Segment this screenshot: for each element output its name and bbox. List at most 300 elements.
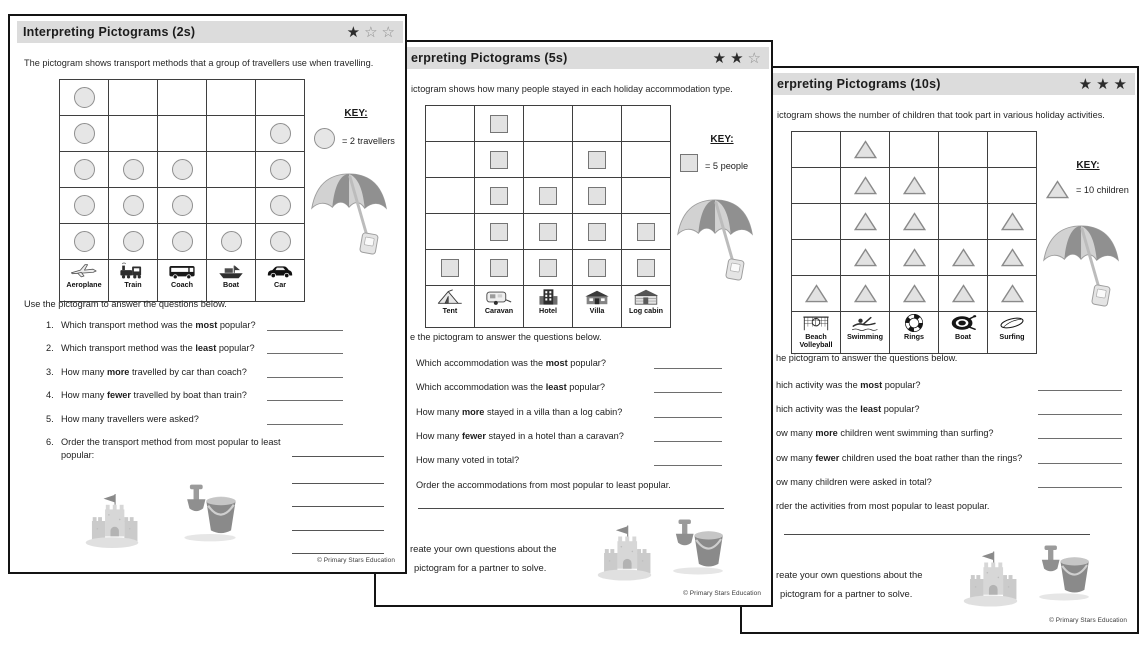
question-number: 5. [46, 414, 54, 424]
rings-icon [899, 314, 929, 332]
question-text-bold: more [461, 407, 485, 417]
circle-symbol-icon [123, 195, 144, 216]
answer-line [1038, 486, 1122, 488]
beach-umbrella-icon [303, 171, 397, 265]
square-symbol-icon [539, 187, 557, 205]
pictogram-cell [939, 168, 988, 204]
key-text: = 10 children [1076, 184, 1129, 195]
pictogram-cell [60, 152, 109, 188]
title-bar [749, 73, 1135, 95]
question-text-part: stayed in a villa than a log cabin? [484, 407, 623, 417]
question-text-part: Which transport method was the [61, 343, 196, 353]
question-text-part: popular? [217, 320, 256, 330]
category-label: Surfing [999, 332, 1025, 341]
category-label: Villa [589, 306, 605, 315]
create-own-text: reate your own questions about the [776, 569, 923, 580]
question [776, 379, 921, 392]
triangle-symbol-icon [854, 248, 877, 267]
copyright-footer: © Primary Stars Education [317, 557, 395, 564]
question-text [416, 358, 606, 368]
square-symbol-icon [539, 223, 557, 241]
pictogram-cell [256, 80, 305, 116]
question-text-bold: most [195, 320, 218, 330]
pictogram-cell [573, 178, 622, 214]
answer-line [1038, 462, 1122, 464]
category-label: Aeroplane [66, 280, 102, 289]
category-cell [426, 286, 475, 328]
category-cell [573, 286, 622, 328]
pictogram-cell [256, 116, 305, 152]
triangle-symbol-icon [952, 284, 975, 303]
answer-line [1038, 389, 1122, 391]
copyright-footer: © Primary Stars Education [1049, 617, 1127, 624]
pictogram-cell [622, 214, 671, 250]
question-text [61, 343, 255, 353]
question-text-part: How many [61, 367, 107, 377]
page-title: erpreting Pictograms (10s) [777, 77, 941, 91]
order-answer-line [418, 507, 724, 509]
pictogram-cell [109, 152, 158, 188]
question-number: 3. [46, 367, 54, 377]
pictogram-cell [158, 80, 207, 116]
question-text-part: hich activity was the [776, 404, 861, 414]
pictogram-cell [622, 178, 671, 214]
pictogram-cell [841, 240, 890, 276]
pictogram-cell [622, 106, 671, 142]
question-text-bold: more [106, 367, 130, 377]
question-text-part: Order the transport method from most popular to least popular: [61, 437, 281, 461]
question-text-part: stayed in a hotel than a caravan? [485, 431, 624, 441]
question-text-part: Order the accommodations from most popular to least popular. [416, 480, 671, 490]
triangle-symbol-icon [854, 176, 877, 195]
square-symbol-icon [588, 223, 606, 241]
question [776, 427, 994, 440]
question-text [61, 414, 199, 424]
question-number: 4. [46, 390, 54, 400]
triangle-symbol-icon [903, 284, 926, 303]
question-text-part: popular? [216, 343, 255, 353]
villa-icon [582, 288, 612, 306]
circle-symbol-icon [172, 231, 193, 252]
category-cell [524, 286, 573, 328]
star-filled-icon: ★ [346, 22, 361, 41]
sandcastle-icon [85, 486, 139, 556]
copyright-footer: © Primary Stars Education [683, 590, 761, 597]
order-answer-line [292, 505, 384, 507]
question-text [61, 436, 313, 463]
question [416, 381, 605, 394]
question [416, 430, 624, 443]
star-empty-icon: ☆ [747, 48, 761, 67]
question [46, 342, 255, 355]
category-cell [207, 260, 256, 302]
answer-line [267, 329, 343, 331]
pictogram-cell [60, 224, 109, 260]
instruction-text: Use the pictogram to answer the questions below. [24, 299, 227, 309]
circle-symbol-icon [123, 231, 144, 252]
worksheet-page [8, 14, 407, 574]
pictogram-cell [841, 276, 890, 312]
question-text-bold: fewer [106, 390, 131, 400]
question-text [61, 367, 247, 377]
category-label: Car [274, 280, 286, 289]
create-own-text: pictogram for a partner to solve. [780, 588, 913, 599]
pictogram-table [425, 105, 671, 328]
answer-line [654, 367, 722, 369]
pictogram-cell [207, 224, 256, 260]
category-label: Log cabin [629, 306, 663, 315]
aeroplane-icon [69, 262, 99, 280]
pictogram-cell [109, 188, 158, 224]
pictogram-cell [524, 106, 573, 142]
train-icon [118, 262, 148, 280]
question-text-part: ow many children were asked in total? [776, 477, 932, 487]
pictogram-cell [109, 80, 158, 116]
question-text-part: How many [416, 431, 462, 441]
key-text: = 5 people [705, 160, 749, 171]
triangle-symbol-icon [903, 176, 926, 195]
category-label: Boat [223, 280, 239, 289]
pictogram-cell [939, 276, 988, 312]
key-row [306, 128, 406, 154]
hotel-icon [533, 288, 563, 306]
pictogram-cell [988, 132, 1037, 168]
category-label: Hotel [539, 306, 557, 315]
square-symbol-icon [490, 187, 508, 205]
key-symbol-icon [314, 128, 335, 154]
dinghy-boat-icon [948, 314, 978, 332]
question-text-part: ow many [776, 428, 816, 438]
star-filled-icon: ★ [712, 48, 727, 67]
difficulty-stars [1078, 74, 1135, 93]
surfing-icon [997, 314, 1027, 332]
pictogram-cell [573, 106, 622, 142]
question-text-part: children went swimming than surfing? [837, 428, 994, 438]
question-text-part: How many voted in total? [416, 455, 520, 465]
circle-symbol-icon [172, 159, 193, 180]
pictogram-cell [890, 204, 939, 240]
key-row [1038, 180, 1138, 199]
star-filled-icon: ★ [1096, 74, 1110, 93]
circle-symbol-icon [314, 128, 335, 149]
triangle-symbol-icon [903, 248, 926, 267]
answer-line [267, 376, 343, 378]
pictogram-cell [524, 142, 573, 178]
pictogram-cell [256, 152, 305, 188]
instruction-text: e the pictogram to answer the questions below. [410, 332, 602, 342]
pictogram-cell [475, 250, 524, 286]
pictogram-cell [524, 178, 573, 214]
question-number: 1. [46, 320, 54, 330]
caravan-icon [484, 288, 514, 306]
question [416, 406, 622, 419]
question-number: 6. [46, 437, 54, 447]
pictogram-cell [426, 106, 475, 142]
star-filled-icon: ★ [1078, 74, 1093, 93]
sandcastle-icon [597, 519, 652, 587]
key-block [306, 108, 406, 154]
question-text [776, 453, 1022, 463]
triangle-symbol-icon [1001, 212, 1024, 231]
category-label: Swimming [847, 332, 883, 341]
pictogram-cell [841, 132, 890, 168]
pictogram-cell [573, 142, 622, 178]
pictogram-cell [475, 214, 524, 250]
question-text-bold: fewer [461, 431, 486, 441]
pictogram-cell [158, 224, 207, 260]
triangle-symbol-icon [1046, 180, 1069, 199]
square-symbol-icon [441, 259, 459, 277]
circle-symbol-icon [74, 195, 95, 216]
pictogram-cell [890, 132, 939, 168]
category-cell [622, 286, 671, 328]
category-cell [841, 312, 890, 354]
question-text-bold: more [815, 428, 838, 438]
pictogram-cell [792, 168, 841, 204]
question [46, 413, 199, 426]
page-title: erpreting Pictograms (5s) [411, 51, 568, 65]
question-text-part: How many [61, 390, 107, 400]
intro-text: The pictogram shows transport methods that a group of travellers use when travelling. [24, 58, 374, 68]
pictogram-table [59, 79, 305, 302]
answer-line [267, 352, 343, 354]
pictogram-cell [939, 132, 988, 168]
square-symbol-icon [588, 187, 606, 205]
question-text-part: children used the boat rather than the rings? [839, 453, 1023, 463]
answer-line [1038, 413, 1122, 415]
pictogram-cell [988, 276, 1037, 312]
question-text-part: Which accommodation was the [416, 358, 546, 368]
category-cell [475, 286, 524, 328]
answer-line [267, 423, 343, 425]
question [416, 479, 671, 492]
pictogram-cell [622, 250, 671, 286]
pictogram-cell [426, 250, 475, 286]
circle-symbol-icon [74, 87, 95, 108]
pictogram-cell [890, 240, 939, 276]
question-text-part: rder the activities from most popular to least popular. [776, 501, 990, 511]
triangle-symbol-icon [1001, 248, 1024, 267]
category-cell [792, 312, 841, 354]
bucket-spade-icon [178, 480, 242, 546]
category-label: Rings [904, 332, 924, 341]
category-cell [939, 312, 988, 354]
question-text [61, 320, 256, 330]
category-label: Beach Volleyball [799, 332, 833, 349]
question [46, 366, 247, 379]
triangle-symbol-icon [952, 248, 975, 267]
pictogram-cell [524, 214, 573, 250]
pictogram-cell [60, 80, 109, 116]
instruction-text: he pictogram to answer the questions below. [776, 353, 958, 363]
create-own-text: reate your own questions about the [410, 543, 557, 554]
question [776, 500, 989, 513]
pictogram-cell [841, 168, 890, 204]
question [416, 357, 606, 370]
pictogram-cell [792, 240, 841, 276]
order-answer-line [292, 455, 384, 457]
pictogram-cell [939, 240, 988, 276]
worksheet-page [740, 66, 1139, 634]
question-number: 2. [46, 343, 54, 353]
key-heading: KEY: [344, 108, 368, 119]
question-text-bold: most [545, 358, 568, 368]
question-text [776, 404, 920, 414]
star-filled-icon: ★ [730, 48, 744, 67]
question-text-part: How many [416, 407, 462, 417]
question-text [776, 477, 932, 487]
question-text-part: popular? [881, 404, 920, 414]
pictogram-cell [792, 132, 841, 168]
key-symbol-icon [1046, 180, 1069, 199]
question-text-part: travelled by boat than train? [130, 390, 247, 400]
square-symbol-icon [588, 151, 606, 169]
pictogram-cell [988, 168, 1037, 204]
question-text [416, 382, 605, 392]
intro-text: ictogram shows the number of children that took part in various holiday activities. [777, 110, 1105, 120]
key-symbol-icon [680, 154, 698, 177]
create-own-text: pictogram for a partner to solve. [414, 562, 547, 573]
pictogram-cell [890, 276, 939, 312]
question-text [61, 390, 247, 400]
pictogram-cell [573, 214, 622, 250]
question [416, 454, 519, 467]
question-text-part: Which transport method was the [61, 320, 196, 330]
coach-icon [167, 262, 197, 280]
circle-symbol-icon [123, 159, 144, 180]
question-text [776, 501, 989, 511]
pictogram-cell [109, 116, 158, 152]
pictogram-cell [475, 142, 524, 178]
question-text-part: popular? [567, 358, 606, 368]
question [776, 452, 1022, 465]
pictogram-cell [475, 106, 524, 142]
square-symbol-icon [680, 154, 698, 172]
pictogram-cell [792, 204, 841, 240]
category-label: Tent [442, 306, 458, 315]
swimming-icon [850, 314, 880, 332]
key-block [1038, 160, 1138, 199]
beach-umbrella-icon [1035, 223, 1129, 317]
question-text-part: popular? [566, 382, 605, 392]
question-text-part: travelled by car than coach? [129, 367, 247, 377]
pictogram-cell [475, 178, 524, 214]
pictogram-cell [988, 240, 1037, 276]
square-symbol-icon [588, 259, 606, 277]
circle-symbol-icon [74, 123, 95, 144]
star-filled-icon: ★ [1113, 74, 1127, 93]
category-cell [109, 260, 158, 302]
circle-symbol-icon [270, 159, 291, 180]
pictogram-cell [109, 224, 158, 260]
answer-line [1038, 437, 1122, 439]
circle-symbol-icon [270, 231, 291, 252]
pictogram-cell [60, 188, 109, 224]
pictogram-cell [792, 276, 841, 312]
car-icon [265, 262, 295, 280]
pictogram-cell [890, 168, 939, 204]
pictogram-cell [622, 142, 671, 178]
order-answer-line [292, 529, 384, 531]
order-answer-line [784, 533, 1090, 535]
triangle-symbol-icon [854, 284, 877, 303]
category-cell [988, 312, 1037, 354]
square-symbol-icon [637, 259, 655, 277]
pictogram-table [791, 131, 1037, 354]
question-text-bold: least [195, 343, 217, 353]
pictogram-cell [939, 204, 988, 240]
title-bar [17, 21, 403, 43]
pictogram-cell [841, 204, 890, 240]
pictogram-cell [573, 250, 622, 286]
square-symbol-icon [539, 259, 557, 277]
question [46, 436, 313, 463]
pictogram-cell [207, 80, 256, 116]
title-bar [383, 47, 769, 69]
beach-volleyball-icon [801, 314, 831, 332]
square-symbol-icon [490, 151, 508, 169]
worksheet-page [374, 40, 773, 607]
category-cell [158, 260, 207, 302]
answer-line [654, 416, 722, 418]
question-text-bold: least [545, 382, 567, 392]
question-text-part: popular? [882, 380, 921, 390]
square-symbol-icon [490, 223, 508, 241]
tent-icon [435, 288, 465, 306]
question [776, 476, 932, 489]
circle-symbol-icon [74, 231, 95, 252]
beach-umbrella-icon [669, 197, 763, 291]
pictogram-cell [207, 116, 256, 152]
category-label: Caravan [484, 306, 514, 315]
square-symbol-icon [637, 223, 655, 241]
order-answer-line [292, 552, 384, 554]
difficulty-stars [712, 48, 769, 67]
key-heading: KEY: [710, 134, 734, 145]
circle-symbol-icon [270, 123, 291, 144]
pictogram-cell [60, 116, 109, 152]
circle-symbol-icon [270, 195, 291, 216]
pictogram-cell [158, 152, 207, 188]
question-text [776, 380, 921, 390]
square-symbol-icon [490, 259, 508, 277]
triangle-symbol-icon [805, 284, 828, 303]
pictogram-cell [158, 188, 207, 224]
star-empty-icon: ☆ [364, 22, 378, 41]
circle-symbol-icon [172, 195, 193, 216]
question [776, 403, 920, 416]
answer-line [267, 399, 343, 401]
pictogram-cell [426, 214, 475, 250]
question-text-part: ow many [776, 453, 816, 463]
triangle-symbol-icon [854, 140, 877, 159]
square-symbol-icon [490, 115, 508, 133]
question-text-part: How many travellers were asked? [61, 414, 199, 424]
circle-symbol-icon [221, 231, 242, 252]
answer-line [654, 391, 722, 393]
sandcastle-icon [963, 545, 1018, 613]
category-cell [890, 312, 939, 354]
difficulty-stars [346, 22, 403, 41]
intro-text: ictogram shows how many people stayed in each holiday accommodation type. [411, 84, 733, 94]
question [46, 389, 247, 402]
key-text: = 2 travellers [342, 136, 395, 146]
question-text [416, 455, 519, 465]
category-cell [256, 260, 305, 302]
boat-icon [216, 262, 246, 280]
question-text [416, 431, 624, 441]
question-text-part: hich activity was the [776, 380, 861, 390]
